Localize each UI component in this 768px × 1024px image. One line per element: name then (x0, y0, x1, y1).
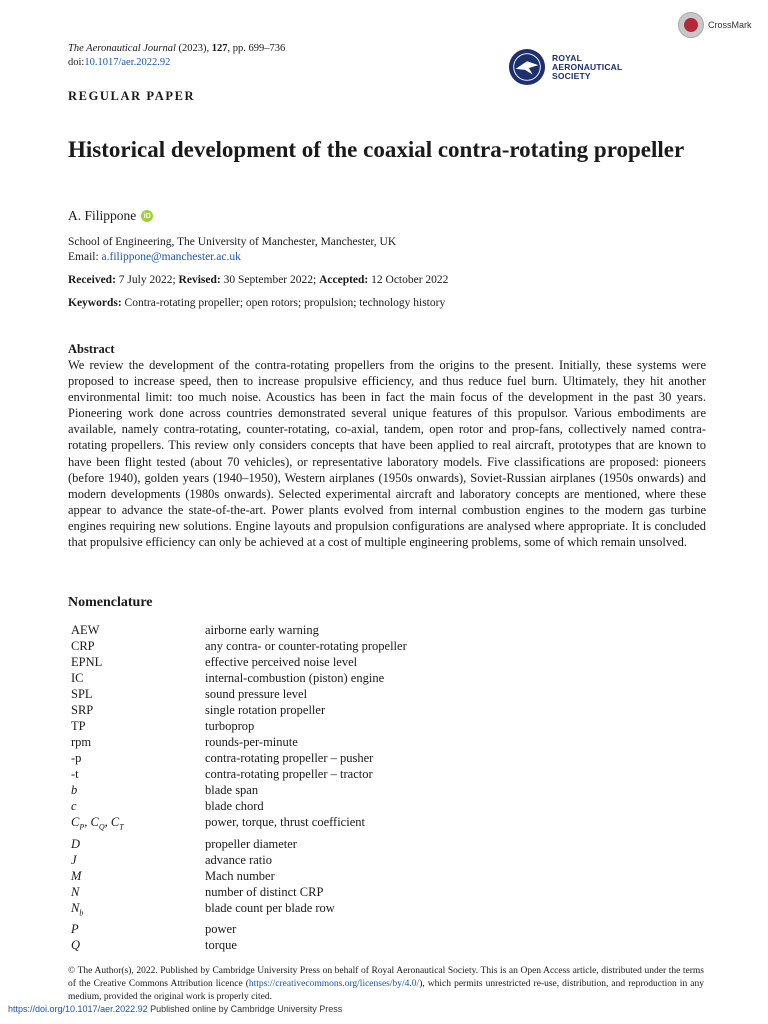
journal-name: The Aeronautical Journal (68, 43, 176, 54)
table-row: EPNL effective perceived noise level (71, 655, 358, 669)
table-row: -t contra-rotating propeller – tractor (71, 767, 373, 781)
table-row: AEW airborne early warning (71, 623, 319, 637)
affiliation: School of Engineering, The University of Manchester, Manchester, UK (68, 236, 397, 248)
journal-volume: 127 (211, 43, 228, 54)
doi-link[interactable]: 10.1017/aer.2022.92 (84, 57, 171, 68)
table-row: N number of distinct CRP (71, 884, 324, 899)
doi-line: doi:10.1017/aer.2022.92 (68, 57, 171, 68)
table-row: Q torque (71, 938, 237, 952)
orcid-icon[interactable]: iD (141, 210, 153, 222)
table-row: $C_P$, $C_Q$, $C_T$ power, torque, thrust coefficient (71, 815, 365, 832)
abstract-text: We review the development of the contra-rotating propellers from the origins to the present. Initially, these systems were proposed to increase speed, then to increase propulsive efficiency, and thus reduce fuel burn. Ultimately, they hit another environmental limit: too much noise. Acoustics has been in fact the main focus of the development in the past 30 years. Pioneering work done across countries demonstrated several unique features of this propulsor. Various embodiments are available, namely contra-rotating, counter-rotating, co-axial, tandem, open rotor and prop-fans, collectively named contra-rotating propellers. This review only considers concepts that have been applied to real aircraft, prototypes that are known to have been flight tested (about 70 vehicles), or representative laboratory models. Five classifications are proposed: pioneers (before 1940), golden years (1940–1950), Western airplanes (1950s onwards), Soviet-Russian airplanes (1950s onwards) and modern developments (1980s onwards). Selected experimental aircraft and laboratory concepts are mentioned, where these appear to advance the state-of-the-art. Power plants evolved from internal combustion engines to the modern gas turbine engines requiring new solutions. Engine layouts and propulsion configurations are analysed where appropriate. It is concluded that propulsive efficiency can only be achieved at a cost of multiple engineering problems, some of which remain unsolved. (68, 358, 706, 550)
author-name[interactable]: A. Filippone (68, 208, 137, 223)
doi-url-link[interactable]: https://doi.org/10.1017/aer.2022.92 (8, 1004, 148, 1014)
paper-title: Historical development of the coaxial contra-rotating propeller (68, 137, 685, 162)
keywords-line: Keywords: Contra-rotating propeller; open rotors; propulsion; technology history (68, 297, 446, 309)
table-row: SRP single rotation propeller (71, 703, 326, 717)
crossmark-icon (678, 12, 704, 38)
abstract-heading: Abstract (68, 342, 115, 356)
affiliation-block (68, 235, 396, 265)
table-row: c blade chord (71, 799, 264, 813)
table-row: P power (71, 922, 237, 936)
table-row: CRP any contra- or counter-rotating propeller (71, 639, 407, 653)
table-row: J advance ratio (71, 852, 272, 867)
nomenclature-table (71, 622, 491, 953)
paper-type: REGULAR PAPER (68, 89, 196, 103)
table-row: -p contra-rotating propeller – pusher (71, 751, 374, 765)
table-row: $N_b$ blade count per blade row (71, 900, 335, 917)
nomenclature-heading: Nomenclature (68, 595, 153, 610)
table-row: SPL sound pressure level (71, 687, 308, 701)
crossmark-label: CrossMark (708, 20, 752, 30)
published-online-line: https://doi.org/10.1017/aer.2022.92 Published online by Cambridge University Press (8, 1004, 343, 1014)
table-row: IC internal-combustion (piston) engine (71, 671, 385, 685)
email-line: Email: a.filippone@manchester.ac.uk (68, 251, 241, 263)
license-link[interactable]: https://creativecommons.org/licenses/by/4.0/ (248, 979, 420, 989)
table-row: b blade span (71, 783, 259, 797)
dates-line: Received: 7 July 2022; Revised: 30 September 2022; Accepted: 12 October 2022 (68, 274, 449, 286)
ras-seal-icon (508, 48, 546, 86)
ras-wordmark: ROYAL AERONAUTICAL SOCIETY (552, 52, 623, 81)
table-row: TP turboprop (71, 719, 255, 733)
email-link[interactable]: a.filippone@manchester.ac.uk (101, 251, 241, 263)
license-footer: © The Author(s), 2022. Published by Cambridge University Press on behalf of Royal Aeronautical Society. This is an Open Access article, distributed under the terms of the Creative Commons Attribution licence (https://creativecommons.org/licenses/by/4.0/), which permits unrestricted re-use, distribution, and reproduction in any medium, provided the original work is properly cited. (68, 966, 704, 1002)
journal-citation: The Aeronautical Journal (2023), 127, pp. 699–736 (68, 43, 286, 54)
table-row: rpm rounds-per-minute (71, 735, 298, 749)
ras-logo (508, 44, 638, 90)
table-row: D propeller diameter (71, 836, 297, 851)
table-row: M Mach number (71, 868, 275, 883)
crossmark-badge[interactable] (678, 12, 758, 38)
author-line (68, 208, 153, 224)
